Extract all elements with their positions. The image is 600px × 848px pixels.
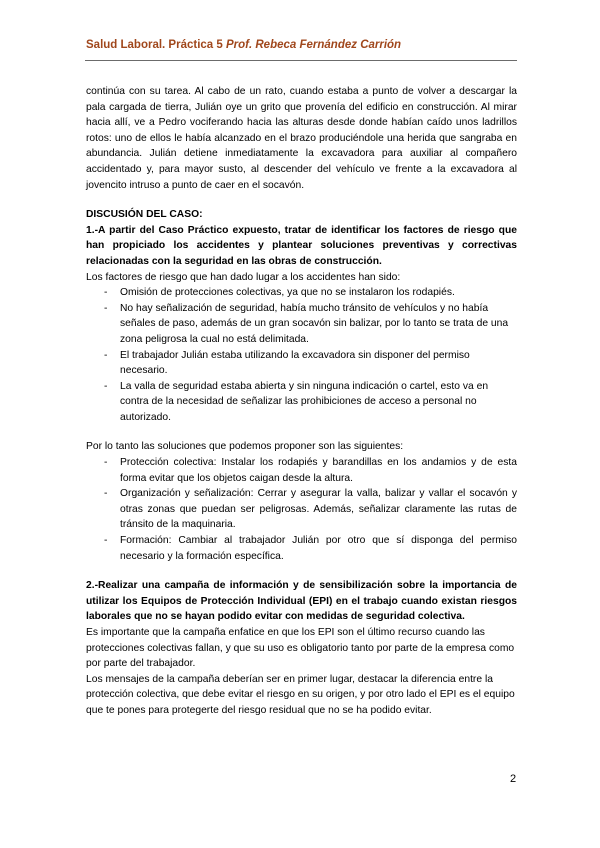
risk-list — [86, 285, 517, 425]
solutions-list — [86, 455, 517, 564]
list-item: - Protección colectiva: Instalar los rodapiés y barandillas en los andamios y de esta forma evitar que los objetos caigan desde la altura. — [86, 455, 517, 486]
list-item: - La valla de seguridad estaba abierta y sin ninguna indicación o cartel, esto va en contra de la necesidad de señalizar las prohibiciones de acceso a personal no autorizado. — [86, 379, 517, 426]
list-item: - No hay señalización de seguridad, había mucho tránsito de vehículos y no había señales de paso, además de un gran socavón sin balizar, por lo tanto se trata de una zona peligrosa la cual no está delimitada. — [86, 301, 517, 348]
list-item: - El trabajador Julián estaba utilizando la excavadora sin disponer del permiso necesario. — [86, 348, 517, 379]
list-item: - Organización y señalización: Cerrar y asegurar la valla, balizar y vallar el socavón y otras zonas que puedan ser peligrosas. Además, señalizar claramente las rutas de tránsito de la maquinaria. — [86, 486, 517, 533]
page-number: 2 — [510, 773, 517, 785]
question-1: 1.-A partir del Caso Práctico expuesto, tratar de identificar los factores de riesgo que han propiciado los accidentes y plantear soluciones preventivas y correctivas relacionadas con la seguridad en las obras de construcción. — [86, 224, 517, 267]
risk-intro: Los factores de riesgo que han dado lugar a los accidentes han sido: — [86, 271, 401, 283]
page-header — [86, 39, 401, 51]
list-item: - Omisión de protecciones colectivas, ya que no se instalaron los rodapiés. — [86, 285, 517, 301]
document-body — [86, 84, 517, 719]
intro-paragraph: continúa con su tarea. Al cabo de un rato, cuando estaba a punto de volver a descargar la pala cargada de tierra, Julián oye un grito que provenía del edificio en construcción. Al mirar hacia allí, ve a Pedro vociferando hacia las alturas desde donde habían caído unos ladrillos rotos: uno de ellos le había alcanzado en el brazo produciéndole una herida que sangraba en abundancia. Julián detiene inmediatamente la excavadora para auxiliar al compañero accidentado y, para mayor susto, al descender del vehículo ve frente a la excavadora al jovencito intruso a punto de caer en el socavón. — [86, 86, 517, 191]
header-divider — [85, 60, 517, 61]
discussion-title: DISCUSIÓN DEL CASO: — [86, 209, 203, 221]
campaign-paragraph-1: Es importante que la campaña enfatice en que los EPI son el último recurso cuando las protecciones colectivas fallan, y que su uso es obligatorio tanto por parte de la empresa como por parte del trabajador. — [86, 627, 515, 670]
question-2: 2.-Realizar una campaña de información y de sensibilización sobre la importancia de utilizar los Equipos de Protección Individual (EPI) en el trabajo cuando existan riesgos laborales que no se hayan podido evitar con medidas de seguridad colectiva. — [86, 580, 517, 623]
header-title: Salud Laboral. Práctica 5 — [86, 39, 223, 51]
campaign-paragraph-2: Los mensajes de la campaña deberían ser en primer lugar, destacar la diferencia entre la protección colectiva, que debe evitar el riesgo en su origen, y por otro lado el EPI es el equipo que te pones para protegerte del riesgo residual que no se ha podido evitar. — [86, 673, 515, 716]
header-author: Prof. Rebeca Fernández Carrión — [225, 39, 402, 51]
list-item: - Formación: Cambiar al trabajador Julián por otro que sí disponga del permiso necesario y la formación específica. — [86, 533, 517, 564]
solutions-intro: Por lo tanto las soluciones que podemos proponer son las siguientes: — [86, 441, 404, 453]
